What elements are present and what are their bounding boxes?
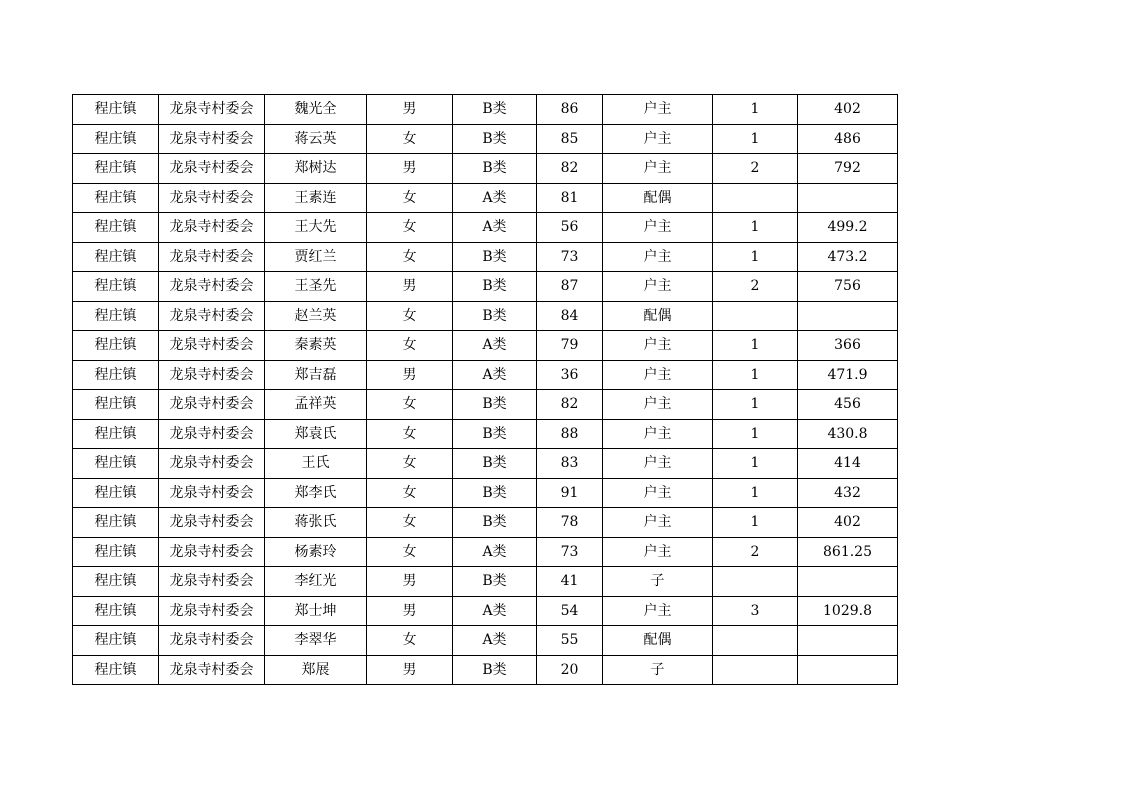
age-cell: 55 [537,626,603,656]
age-cell: 81 [537,183,603,213]
gender-cell: 男 [367,154,453,184]
household-size-cell: 1 [713,95,798,125]
category-cell: A类 [453,213,537,243]
table-row [73,390,898,420]
amount-cell: 473.2 [798,242,898,272]
age-cell: 36 [537,360,603,390]
amount-cell: 792 [798,154,898,184]
gender-cell: 女 [367,478,453,508]
village-committee-cell: 龙泉寺村委会 [159,596,265,626]
gender-cell: 男 [367,95,453,125]
relation-cell: 配偶 [603,183,713,213]
name-cell: 魏光全 [265,95,367,125]
age-cell: 78 [537,508,603,538]
relation-cell: 户主 [603,508,713,538]
age-cell: 20 [537,655,603,685]
category-cell: A类 [453,183,537,213]
village-committee-cell: 龙泉寺村委会 [159,124,265,154]
town-cell: 程庄镇 [73,626,159,656]
gender-cell: 女 [367,449,453,479]
category-cell: B类 [453,567,537,597]
relation-cell: 配偶 [603,301,713,331]
gender-cell: 女 [367,213,453,243]
age-cell: 56 [537,213,603,243]
table-row [73,272,898,302]
gender-cell: 女 [367,419,453,449]
category-cell: A类 [453,596,537,626]
table-row [73,508,898,538]
table-row [73,301,898,331]
age-cell: 88 [537,419,603,449]
household-size-cell [713,626,798,656]
village-committee-cell: 龙泉寺村委会 [159,213,265,243]
category-cell: A类 [453,537,537,567]
name-cell: 秦素英 [265,331,367,361]
town-cell: 程庄镇 [73,272,159,302]
gender-cell: 女 [367,124,453,154]
village-committee-cell: 龙泉寺村委会 [159,449,265,479]
village-committee-cell: 龙泉寺村委会 [159,655,265,685]
name-cell: 王圣先 [265,272,367,302]
town-cell: 程庄镇 [73,154,159,184]
gender-cell: 女 [367,508,453,538]
gender-cell: 女 [367,242,453,272]
gender-cell: 女 [367,537,453,567]
category-cell: B类 [453,301,537,331]
table-row [73,449,898,479]
village-committee-cell: 龙泉寺村委会 [159,95,265,125]
age-cell: 86 [537,95,603,125]
amount-cell: 861.25 [798,537,898,567]
amount-cell [798,183,898,213]
village-committee-cell: 龙泉寺村委会 [159,419,265,449]
town-cell: 程庄镇 [73,508,159,538]
table-row [73,183,898,213]
relation-cell: 户主 [603,124,713,154]
age-cell: 82 [537,390,603,420]
category-cell: B类 [453,242,537,272]
table-row [73,596,898,626]
household-size-cell [713,183,798,213]
table-row [73,360,898,390]
table-row [73,655,898,685]
name-cell: 王素连 [265,183,367,213]
household-size-cell: 1 [713,242,798,272]
amount-cell: 366 [798,331,898,361]
age-cell: 73 [537,537,603,567]
household-size-cell: 1 [713,331,798,361]
relation-cell: 户主 [603,478,713,508]
gender-cell: 女 [367,331,453,361]
table-row [73,95,898,125]
gender-cell: 男 [367,655,453,685]
relation-cell: 户主 [603,272,713,302]
town-cell: 程庄镇 [73,655,159,685]
amount-cell: 430.8 [798,419,898,449]
age-cell: 85 [537,124,603,154]
table-body [73,95,898,685]
table-row [73,419,898,449]
gender-cell: 男 [367,272,453,302]
table-row [73,567,898,597]
household-size-cell: 1 [713,213,798,243]
town-cell: 程庄镇 [73,242,159,272]
relation-cell: 户主 [603,596,713,626]
table-row [73,331,898,361]
household-size-cell [713,301,798,331]
table-row [73,213,898,243]
name-cell: 李红光 [265,567,367,597]
table-row [73,478,898,508]
relation-cell: 配偶 [603,626,713,656]
gender-cell: 男 [367,567,453,597]
name-cell: 蒋云英 [265,124,367,154]
age-cell: 84 [537,301,603,331]
age-cell: 83 [537,449,603,479]
relation-cell: 子 [603,567,713,597]
amount-cell: 402 [798,508,898,538]
amount-cell: 456 [798,390,898,420]
town-cell: 程庄镇 [73,567,159,597]
amount-cell: 499.2 [798,213,898,243]
category-cell: B类 [453,95,537,125]
household-size-cell: 1 [713,419,798,449]
category-cell: B类 [453,124,537,154]
household-size-cell: 1 [713,478,798,508]
gender-cell: 女 [367,183,453,213]
amount-cell [798,301,898,331]
household-size-cell: 2 [713,272,798,302]
category-cell: B类 [453,478,537,508]
village-committee-cell: 龙泉寺村委会 [159,242,265,272]
amount-cell: 414 [798,449,898,479]
name-cell: 孟祥英 [265,390,367,420]
town-cell: 程庄镇 [73,95,159,125]
village-committee-cell: 龙泉寺村委会 [159,508,265,538]
age-cell: 82 [537,154,603,184]
relation-cell: 户主 [603,390,713,420]
household-size-cell [713,567,798,597]
data-table [72,94,898,685]
name-cell: 郑树达 [265,154,367,184]
amount-cell [798,567,898,597]
amount-cell: 1029.8 [798,596,898,626]
amount-cell [798,626,898,656]
relation-cell: 户主 [603,449,713,479]
town-cell: 程庄镇 [73,449,159,479]
village-committee-cell: 龙泉寺村委会 [159,331,265,361]
household-size-cell: 2 [713,154,798,184]
relation-cell: 户主 [603,537,713,567]
name-cell: 李翠华 [265,626,367,656]
household-size-cell: 1 [713,124,798,154]
relation-cell: 户主 [603,154,713,184]
village-committee-cell: 龙泉寺村委会 [159,567,265,597]
relation-cell: 户主 [603,331,713,361]
household-size-cell [713,655,798,685]
amount-cell: 486 [798,124,898,154]
name-cell: 王大先 [265,213,367,243]
age-cell: 87 [537,272,603,302]
town-cell: 程庄镇 [73,124,159,154]
village-committee-cell: 龙泉寺村委会 [159,183,265,213]
category-cell: B类 [453,449,537,479]
relation-cell: 子 [603,655,713,685]
gender-cell: 女 [367,390,453,420]
town-cell: 程庄镇 [73,596,159,626]
category-cell: A类 [453,626,537,656]
relation-cell: 户主 [603,360,713,390]
age-cell: 73 [537,242,603,272]
village-committee-cell: 龙泉寺村委会 [159,390,265,420]
category-cell: B类 [453,655,537,685]
household-size-cell: 3 [713,596,798,626]
amount-cell: 432 [798,478,898,508]
household-size-cell: 1 [713,390,798,420]
gender-cell: 女 [367,301,453,331]
town-cell: 程庄镇 [73,478,159,508]
amount-cell: 402 [798,95,898,125]
table-row [73,242,898,272]
amount-cell: 756 [798,272,898,302]
name-cell: 郑士坤 [265,596,367,626]
relation-cell: 户主 [603,95,713,125]
name-cell: 郑展 [265,655,367,685]
category-cell: B类 [453,272,537,302]
village-committee-cell: 龙泉寺村委会 [159,478,265,508]
town-cell: 程庄镇 [73,419,159,449]
household-size-cell: 1 [713,360,798,390]
relation-cell: 户主 [603,242,713,272]
town-cell: 程庄镇 [73,360,159,390]
gender-cell: 男 [367,596,453,626]
table-row [73,154,898,184]
village-committee-cell: 龙泉寺村委会 [159,154,265,184]
category-cell: B类 [453,419,537,449]
relation-cell: 户主 [603,213,713,243]
age-cell: 54 [537,596,603,626]
table-row [73,124,898,154]
village-committee-cell: 龙泉寺村委会 [159,272,265,302]
category-cell: B类 [453,154,537,184]
gender-cell: 女 [367,626,453,656]
household-size-cell: 2 [713,537,798,567]
name-cell: 杨素玲 [265,537,367,567]
age-cell: 91 [537,478,603,508]
name-cell: 赵兰英 [265,301,367,331]
name-cell: 蒋张氏 [265,508,367,538]
name-cell: 郑吉磊 [265,360,367,390]
household-size-cell: 1 [713,449,798,479]
relation-cell: 户主 [603,419,713,449]
table-row [73,537,898,567]
village-committee-cell: 龙泉寺村委会 [159,301,265,331]
household-size-cell: 1 [713,508,798,538]
town-cell: 程庄镇 [73,537,159,567]
town-cell: 程庄镇 [73,213,159,243]
town-cell: 程庄镇 [73,390,159,420]
category-cell: B类 [453,390,537,420]
village-committee-cell: 龙泉寺村委会 [159,537,265,567]
name-cell: 郑袁氏 [265,419,367,449]
category-cell: A类 [453,360,537,390]
town-cell: 程庄镇 [73,301,159,331]
amount-cell: 471.9 [798,360,898,390]
village-committee-cell: 龙泉寺村委会 [159,360,265,390]
village-committee-cell: 龙泉寺村委会 [159,626,265,656]
town-cell: 程庄镇 [73,331,159,361]
age-cell: 41 [537,567,603,597]
name-cell: 贾红兰 [265,242,367,272]
table-row [73,626,898,656]
category-cell: A类 [453,331,537,361]
name-cell: 王氏 [265,449,367,479]
town-cell: 程庄镇 [73,183,159,213]
category-cell: B类 [453,508,537,538]
name-cell: 郑李氏 [265,478,367,508]
amount-cell [798,655,898,685]
age-cell: 79 [537,331,603,361]
gender-cell: 男 [367,360,453,390]
